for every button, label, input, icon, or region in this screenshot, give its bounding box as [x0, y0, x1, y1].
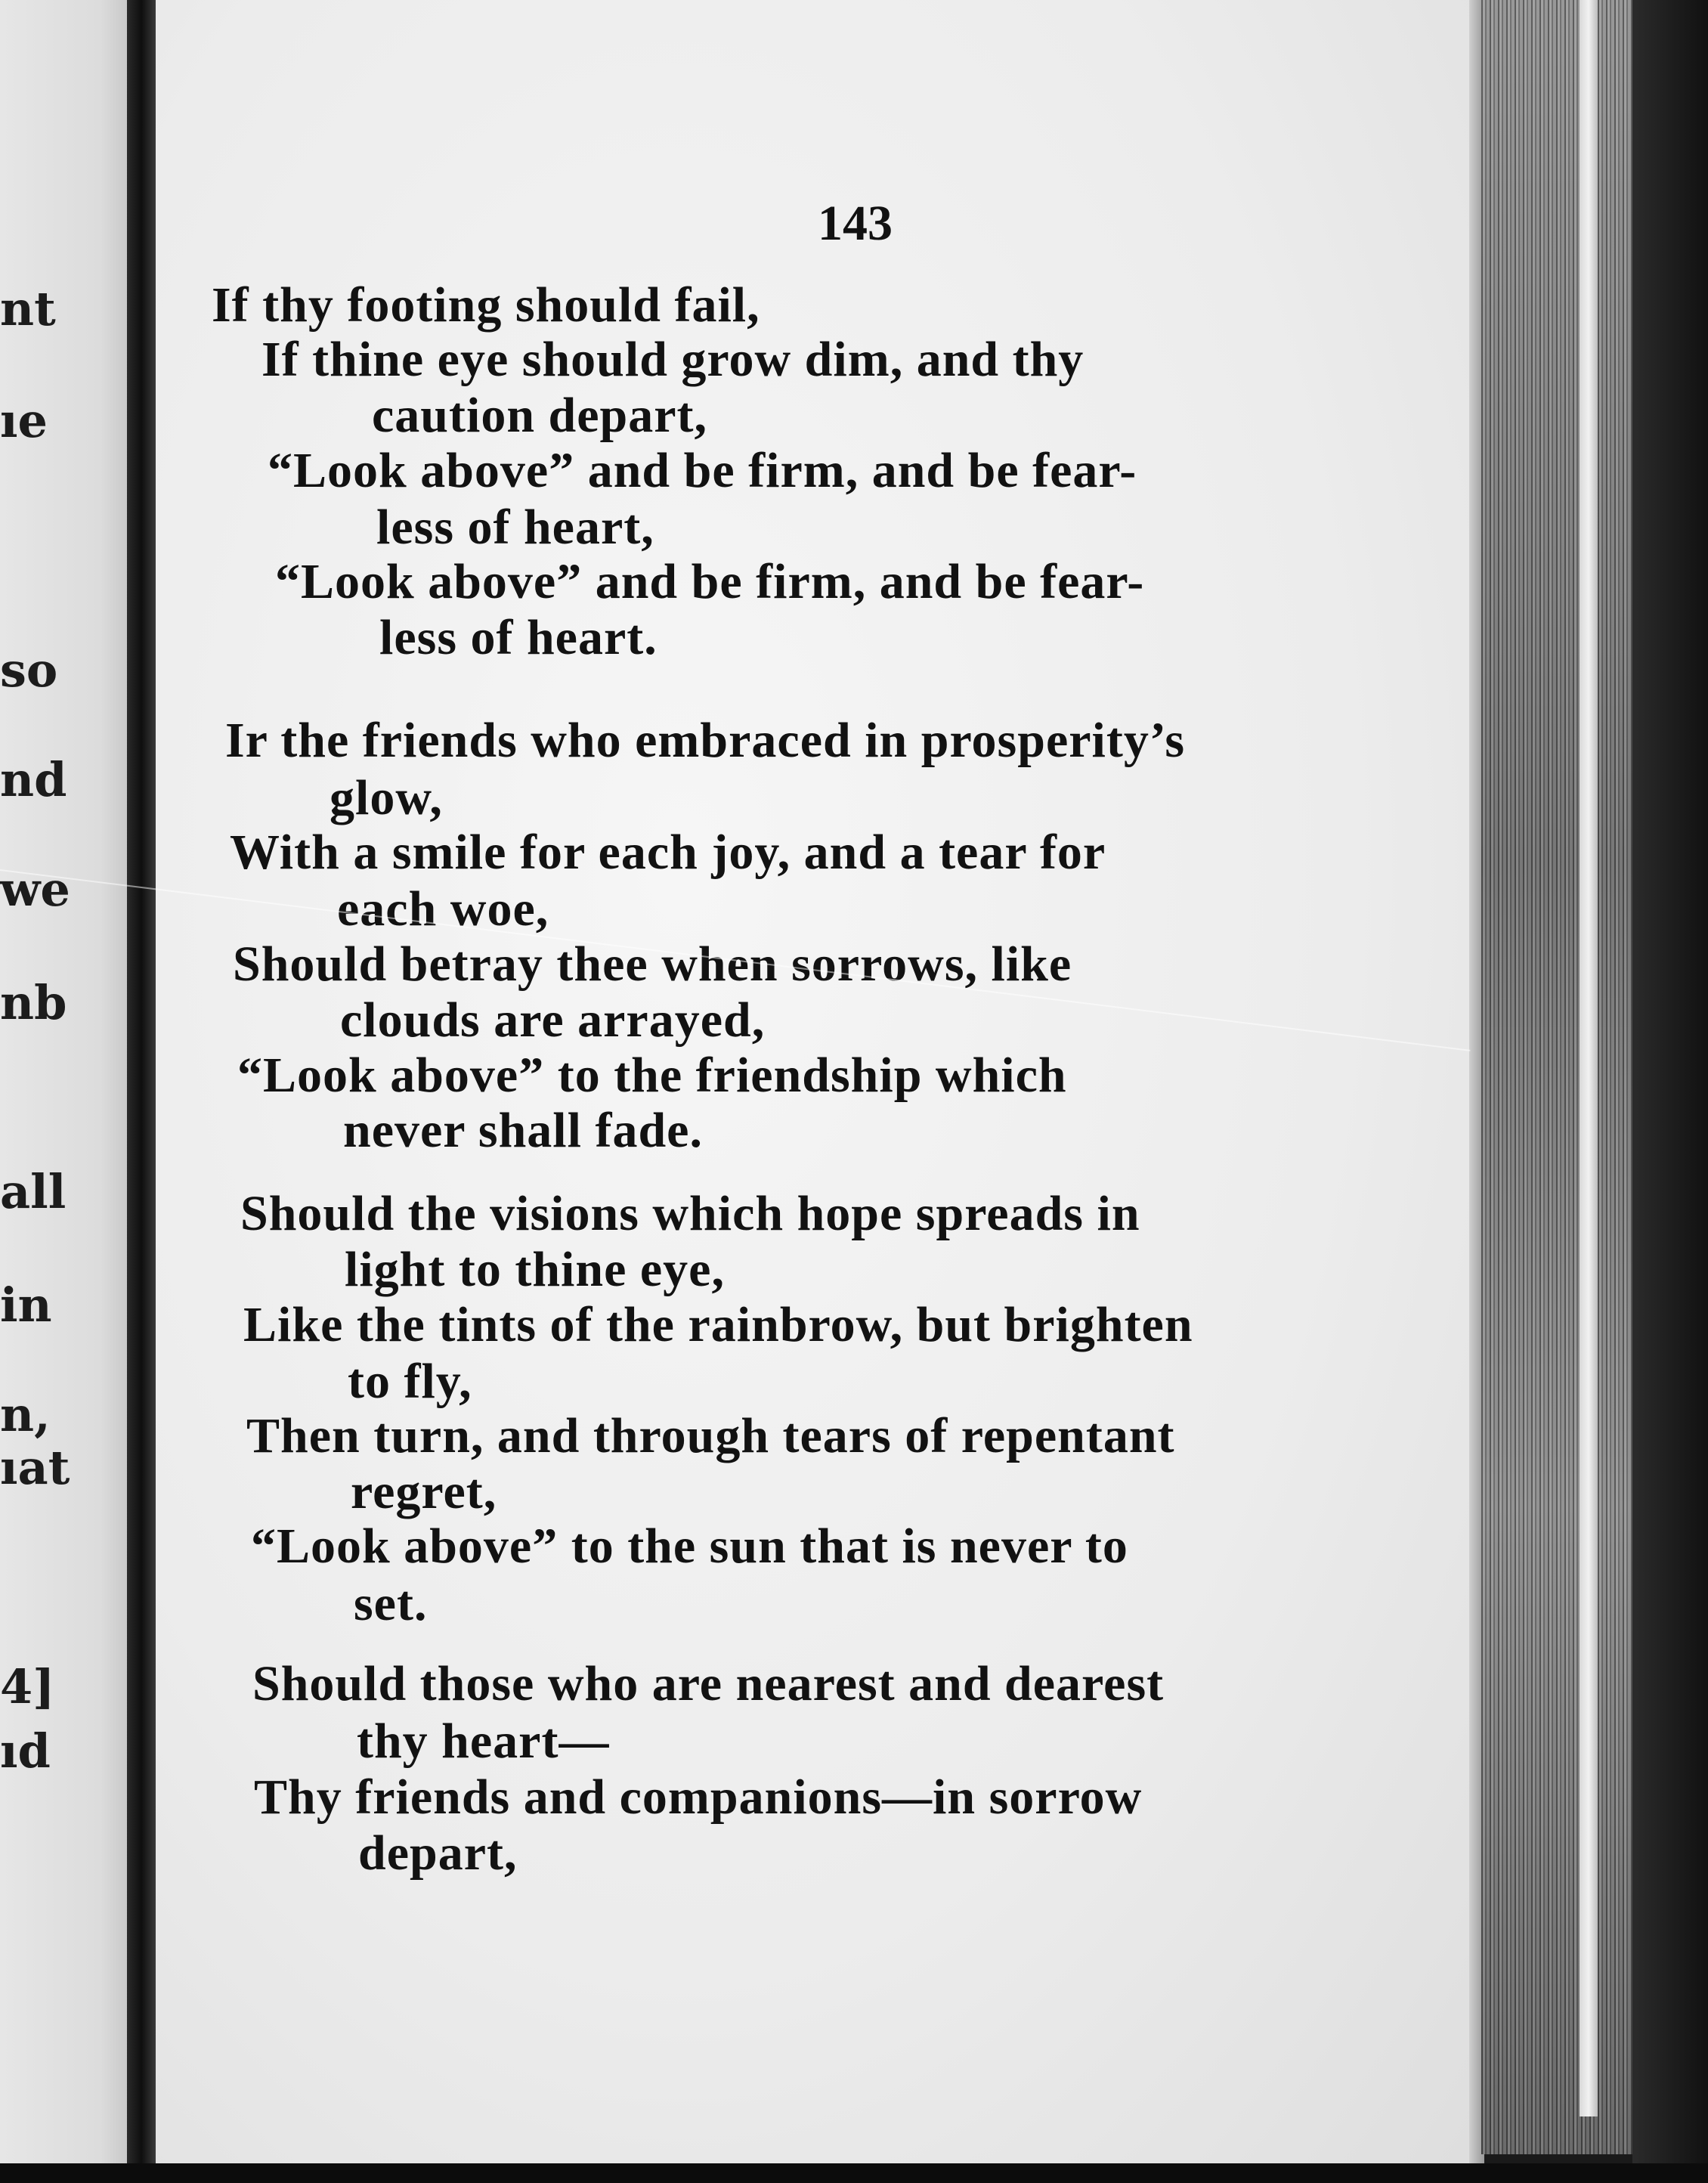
- verse-line: never shall fade.: [343, 1103, 703, 1158]
- verse-line: to fly,: [348, 1354, 472, 1409]
- verse-line: If thy footing should fail,: [212, 277, 760, 333]
- left-page-fragment: nd: [0, 752, 67, 807]
- left-page-fragment: we: [0, 862, 70, 917]
- verse-line: “Look above” to the sun that is never to: [251, 1519, 1128, 1574]
- left-page-fragment: so: [0, 643, 58, 698]
- verse-line: caution depart,: [372, 388, 707, 443]
- page-block-edges: [1481, 0, 1632, 2154]
- left-page-fragment: ıd: [0, 1723, 51, 1779]
- verse-line: If thine eye should grow dim, and thy: [261, 332, 1085, 387]
- verse-line: “Look above” and be firm, and be fear-: [268, 443, 1137, 498]
- left-page-fragment: ıat: [0, 1440, 70, 1495]
- left-page-fragment: 4]: [0, 1659, 55, 1714]
- left-page-fragment: ıe: [0, 393, 48, 448]
- verse-line: Should the visions which hope spreads in: [240, 1186, 1140, 1241]
- verse-line: Should those who are nearest and dearest: [252, 1656, 1165, 1711]
- verse-line: set.: [354, 1576, 428, 1631]
- verse-line: thy heart—: [357, 1714, 610, 1769]
- verse-line: depart,: [358, 1825, 518, 1881]
- verse-line: “Look above” to the friendship which: [237, 1048, 1067, 1103]
- verse-line: Then turn, and through tears of repentant: [246, 1408, 1175, 1463]
- left-page-fragment: nt: [0, 281, 56, 336]
- verse-line: Like the tints of the rainbrow, but brighten: [243, 1297, 1193, 1352]
- left-page-fragment: n,: [0, 1387, 51, 1442]
- scan-bottom-border: [0, 2163, 1708, 2183]
- book-page: [156, 0, 1469, 2163]
- verse-line: less of heart,: [376, 500, 654, 555]
- verse-line: Ir the friends who embraced in prosperity’s: [225, 713, 1186, 768]
- left-page-fragment: in: [0, 1277, 52, 1333]
- left-page-fragment: all: [0, 1164, 67, 1219]
- verse-line: light to thine eye,: [345, 1242, 725, 1297]
- verse-line: regret,: [351, 1464, 497, 1519]
- verse-line: Thy friends and companions—in sorrow: [254, 1770, 1143, 1825]
- page-edge-highlight: [1580, 0, 1598, 2116]
- verse-line: Should betray thee when sorrows, like: [233, 937, 1072, 992]
- left-facing-page: [0, 0, 144, 2183]
- verse-line: less of heart.: [379, 610, 658, 665]
- verse-line: With a smile for each joy, and a tear for: [230, 825, 1106, 880]
- book-cover-edge: [1632, 0, 1708, 2183]
- verse-line: clouds are arrayed,: [340, 992, 766, 1048]
- page-number: 143: [818, 196, 893, 251]
- verse-line: “Look above” and be firm, and be fear-: [275, 554, 1145, 609]
- left-page-fragment: nb: [0, 975, 67, 1030]
- verse-line: glow,: [330, 770, 443, 825]
- book-gutter: [127, 0, 156, 2183]
- verse-line: each woe,: [337, 881, 549, 937]
